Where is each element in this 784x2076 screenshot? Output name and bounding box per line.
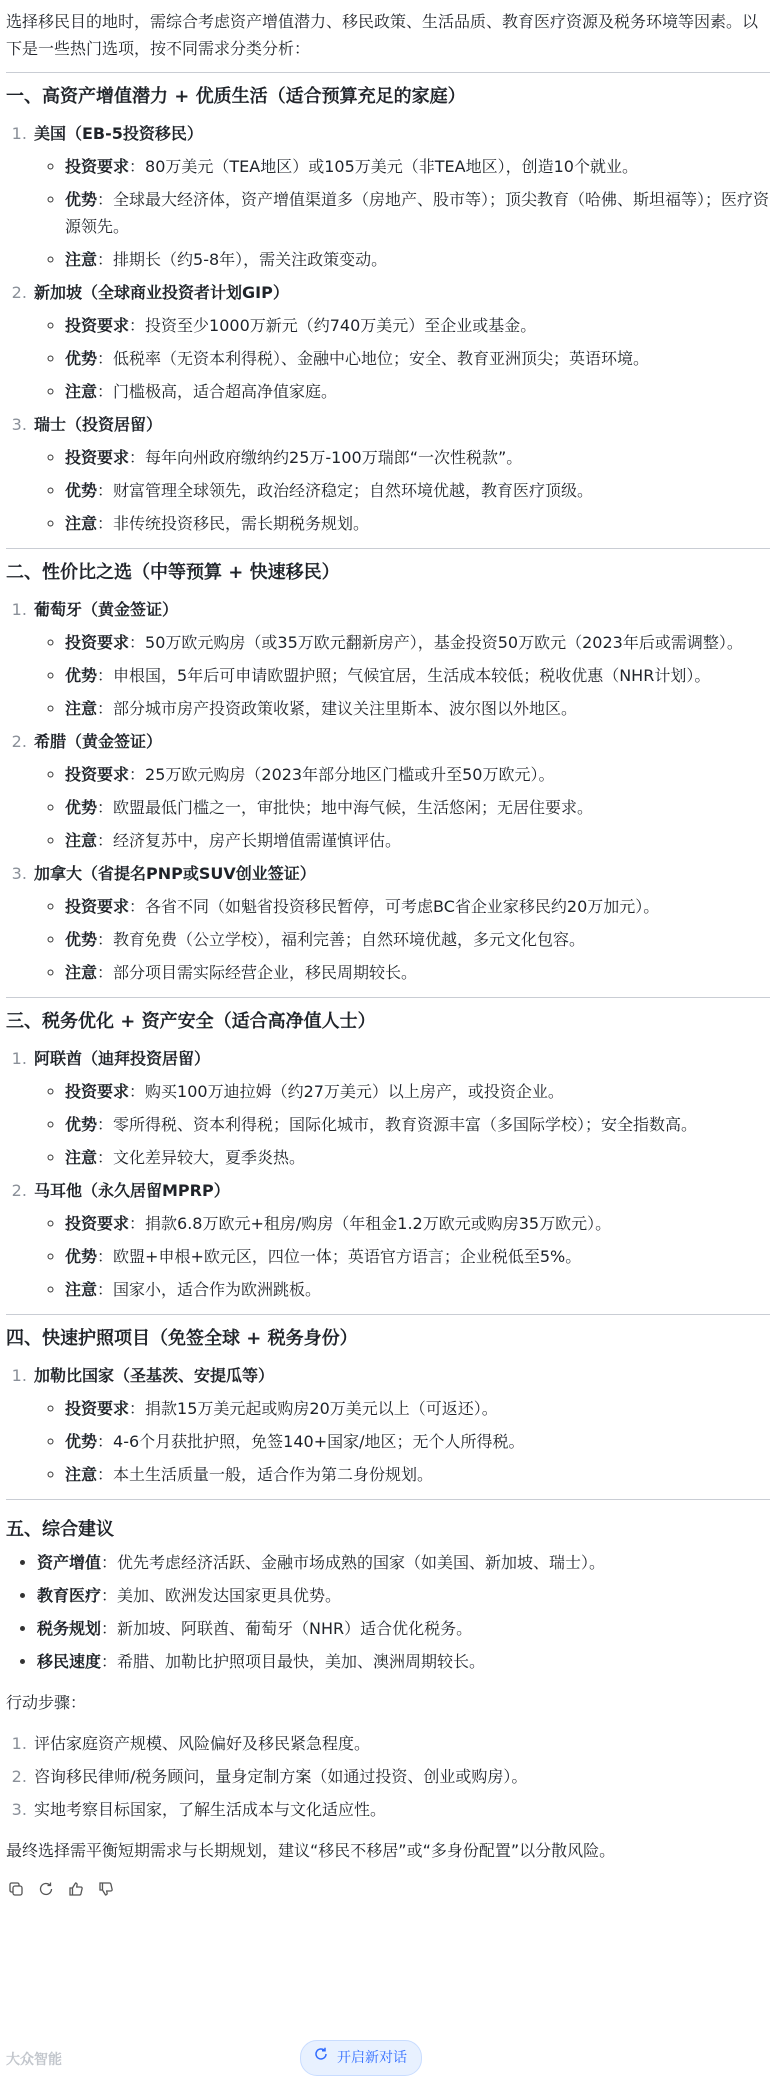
country-item bbox=[32, 857, 770, 989]
detail-colon: ： bbox=[97, 349, 114, 368]
detail-text: 捐款6.8万欧元+租房/购房（年租金1.2万欧元或购房35万欧元）。 bbox=[145, 1214, 612, 1233]
detail-text: 经济复苏中，房产长期增值需谨慎评估。 bbox=[113, 831, 402, 850]
summary-point bbox=[37, 1579, 770, 1612]
detail-label: 注意 bbox=[65, 514, 98, 533]
detail-invest bbox=[65, 890, 770, 923]
country-details bbox=[34, 1207, 770, 1306]
regenerate-icon[interactable] bbox=[38, 1875, 54, 1891]
summary-colon: ： bbox=[101, 1652, 118, 1671]
detail-note bbox=[65, 507, 770, 540]
detail-colon: ： bbox=[97, 250, 114, 269]
detail-colon: ： bbox=[129, 765, 146, 784]
detail-note bbox=[65, 692, 770, 725]
country-title: 美国（EB-5投资移民） bbox=[34, 124, 203, 143]
summary-points bbox=[6, 1546, 770, 1678]
chat-answer bbox=[6, 8, 770, 1891]
detail-label: 优势 bbox=[65, 930, 98, 949]
summary-colon: ： bbox=[101, 1586, 118, 1605]
detail-text: 排期长（约5-8年），需关注政策变动。 bbox=[113, 250, 388, 269]
detail-text: 部分城市房产投资政策收紧，建议关注里斯本、波尔图以外地区。 bbox=[113, 699, 578, 718]
country-title: 马耳他（永久居留MPRP） bbox=[34, 1181, 230, 1200]
new-chat-button[interactable] bbox=[300, 2040, 422, 2076]
summary-text: 优先考虑经济活跃、金融市场成熟的国家（如美国、新加坡、瑞士）。 bbox=[117, 1553, 606, 1572]
detail-label: 注意 bbox=[65, 699, 98, 718]
detail-note bbox=[65, 375, 770, 408]
detail-label: 投资要求 bbox=[65, 448, 130, 467]
detail-note bbox=[65, 824, 770, 857]
country-list bbox=[6, 117, 770, 540]
detail-label: 投资要求 bbox=[65, 897, 130, 916]
detail-text: 本土生活质量一般，适合作为第二身份规划。 bbox=[113, 1465, 434, 1484]
detail-invest bbox=[65, 150, 770, 183]
detail-pros bbox=[65, 474, 770, 507]
new-chat-icon bbox=[313, 2042, 329, 2074]
country-list bbox=[6, 1359, 770, 1491]
detail-colon: ： bbox=[97, 1280, 114, 1299]
thumbs-down-icon[interactable] bbox=[98, 1875, 114, 1891]
detail-label: 投资要求 bbox=[65, 1399, 130, 1418]
step-item: 3. 实地考察目标国家，了解生活成本与文化适应性。 bbox=[32, 1793, 770, 1826]
detail-pros bbox=[65, 923, 770, 956]
country-item bbox=[32, 725, 770, 857]
detail-colon: ： bbox=[129, 1214, 146, 1233]
detail-pros bbox=[65, 791, 770, 824]
detail-text: 部分项目需实际经营企业，移民周期较长。 bbox=[113, 963, 418, 982]
detail-text: 欧盟最低门槛之一，审批快；地中海气候，生活悠闲；无居住要求。 bbox=[113, 798, 594, 817]
country-item bbox=[32, 1174, 770, 1306]
detail-note bbox=[65, 956, 770, 989]
detail-note bbox=[65, 1141, 770, 1174]
country-item bbox=[32, 1042, 770, 1174]
section-heading: 四、快速护照项目（免签全球 + 税务身份） bbox=[6, 1328, 358, 1349]
detail-pros bbox=[65, 1425, 770, 1458]
detail-text: 全球最大经济体，资产增值渠道多（房地产、股市等）；顶尖教育（哈佛、斯坦福等）；医疗资源领先。 bbox=[65, 190, 770, 236]
detail-colon: ： bbox=[97, 481, 114, 500]
detail-text: 低税率（无资本利得税）、金融中心地位；安全、教育亚洲顶尖；英语环境。 bbox=[113, 349, 650, 368]
detail-text: 零所得税、资本利得税；国际化城市，教育资源丰富（多国际学校）；安全指数高。 bbox=[113, 1115, 698, 1134]
detail-colon: ： bbox=[97, 831, 114, 850]
country-details bbox=[34, 890, 770, 989]
section-heading: 一、高资产增值潜力 + 优质生活（适合预算充足的家庭） bbox=[6, 86, 466, 107]
detail-colon: ： bbox=[129, 157, 146, 176]
summary-text: 希腊、加勒比护照项目最快，美加、澳洲周期较长。 bbox=[117, 1652, 486, 1671]
detail-label: 优势 bbox=[65, 1247, 98, 1266]
country-title: 新加坡（全球商业投资者计划GIP） bbox=[34, 283, 289, 302]
country-title: 希腊（黄金签证） bbox=[34, 732, 163, 751]
detail-colon: ： bbox=[129, 448, 146, 467]
country-details bbox=[34, 150, 770, 276]
detail-invest bbox=[65, 309, 770, 342]
summary-label: 资产增值 bbox=[37, 1553, 102, 1572]
detail-colon: ： bbox=[97, 1148, 114, 1167]
country-details bbox=[34, 1075, 770, 1174]
detail-colon: ： bbox=[97, 798, 114, 817]
detail-label: 优势 bbox=[65, 481, 98, 500]
detail-colon: ： bbox=[97, 1465, 114, 1484]
country-item bbox=[32, 408, 770, 540]
detail-label: 投资要求 bbox=[65, 316, 130, 335]
country-item bbox=[32, 593, 770, 725]
detail-pros bbox=[65, 342, 770, 375]
summary-text: 新加坡、阿联酋、葡萄牙（NHR）适合优化税务。 bbox=[117, 1619, 473, 1638]
detail-colon: ： bbox=[129, 897, 146, 916]
detail-label: 注意 bbox=[65, 1280, 98, 1299]
detail-label: 投资要求 bbox=[65, 1082, 130, 1101]
detail-text: 文化差异较大，夏季炎热。 bbox=[113, 1148, 306, 1167]
detail-colon: ： bbox=[97, 963, 114, 982]
summary-label: 教育医疗 bbox=[37, 1586, 102, 1605]
detail-invest bbox=[65, 1075, 770, 1108]
country-title: 瑞士（投资居留） bbox=[34, 415, 163, 434]
detail-label: 优势 bbox=[65, 1115, 98, 1134]
detail-text: 捐款15万美元起或购房20万美元以上（可返还）。 bbox=[145, 1399, 498, 1418]
summary-point bbox=[37, 1645, 770, 1678]
detail-text: 申根国，5年后可申请欧盟护照；气候宜居，生活成本较低；税收优惠（NHR计划）。 bbox=[113, 666, 711, 685]
detail-label: 优势 bbox=[65, 1432, 98, 1451]
watermark: 大众智能 bbox=[6, 2052, 62, 2068]
detail-label: 优势 bbox=[65, 798, 98, 817]
summary-point bbox=[37, 1612, 770, 1645]
detail-pros bbox=[65, 659, 770, 692]
detail-colon: ： bbox=[97, 1432, 114, 1451]
detail-invest bbox=[65, 441, 770, 474]
detail-text: 财富管理全球领先，政治经济稳定；自然环境优越，教育医疗顶级。 bbox=[113, 481, 594, 500]
country-details bbox=[34, 309, 770, 408]
copy-icon[interactable] bbox=[8, 1875, 24, 1891]
detail-label: 注意 bbox=[65, 1465, 98, 1484]
detail-pros bbox=[65, 1108, 770, 1141]
action-steps bbox=[6, 1727, 770, 1826]
detail-note bbox=[65, 1273, 770, 1306]
detail-note bbox=[65, 243, 770, 276]
message-actions bbox=[6, 1875, 770, 1891]
detail-label: 注意 bbox=[65, 831, 98, 850]
detail-colon: ： bbox=[97, 699, 114, 718]
detail-text: 投资至少1000万新元（约740万美元）至企业或基金。 bbox=[145, 316, 537, 335]
summary-point bbox=[37, 1546, 770, 1579]
detail-invest bbox=[65, 1207, 770, 1240]
detail-label: 优势 bbox=[65, 190, 98, 209]
detail-colon: ： bbox=[97, 666, 114, 685]
detail-text: 每年向州政府缴纳约25万-100万瑞郎“一次性税款”。 bbox=[145, 448, 523, 467]
detail-invest bbox=[65, 758, 770, 791]
detail-label: 投资要求 bbox=[65, 633, 130, 652]
detail-label: 投资要求 bbox=[65, 765, 130, 784]
detail-text: 国家小，适合作为欧洲跳板。 bbox=[113, 1280, 322, 1299]
summary-heading: 五、综合建议 bbox=[6, 1519, 114, 1540]
detail-note bbox=[65, 1458, 770, 1491]
detail-invest bbox=[65, 626, 770, 659]
detail-colon: ： bbox=[97, 930, 114, 949]
summary-text: 美加、欧洲发达国家更具优势。 bbox=[117, 1586, 342, 1605]
detail-text: 各省不同（如魁省投资移民暂停，可考虑BC省企业家移民约20万加元）。 bbox=[145, 897, 660, 916]
country-list bbox=[6, 1042, 770, 1306]
detail-text: 80万美元（TEA地区）或105万美元（非TEA地区），创造10个就业。 bbox=[145, 157, 638, 176]
country-item bbox=[32, 1359, 770, 1491]
detail-colon: ： bbox=[97, 1115, 114, 1134]
detail-text: 非传统投资移民，需长期税务规划。 bbox=[113, 514, 370, 533]
country-title: 加拿大（省提名PNP或SUV创业签证） bbox=[34, 864, 316, 883]
detail-pros bbox=[65, 183, 770, 243]
detail-text: 25万欧元购房（2023年部分地区门槛或升至50万欧元）。 bbox=[145, 765, 555, 784]
detail-label: 投资要求 bbox=[65, 157, 130, 176]
detail-text: 购买100万迪拉姆（约27万美元）以上房产，或投资企业。 bbox=[145, 1082, 564, 1101]
new-chat-label: 开启新对话 bbox=[337, 2050, 407, 2066]
country-details bbox=[34, 441, 770, 540]
thumbs-up-icon[interactable] bbox=[68, 1875, 84, 1891]
country-details bbox=[34, 1392, 770, 1491]
intro-text: 选择移民目的地时，需综合考虑资产增值潜力、移民政策、生活品质、教育医疗资源及税务环境等因素。以下是一些热门选项，按不同需求分类分析： bbox=[6, 12, 759, 58]
detail-colon: ： bbox=[129, 1399, 146, 1418]
detail-label: 投资要求 bbox=[65, 1214, 130, 1233]
country-title: 加勒比国家（圣基茨、安提瓜等） bbox=[34, 1366, 275, 1385]
section-heading: 二、性价比之选（中等预算 + 快速移民） bbox=[6, 562, 340, 583]
detail-colon: ： bbox=[97, 382, 114, 401]
country-title: 葡萄牙（黄金签证） bbox=[34, 600, 179, 619]
detail-colon: ： bbox=[97, 1247, 114, 1266]
detail-colon: ： bbox=[129, 1082, 146, 1101]
summary-colon: ： bbox=[101, 1619, 118, 1638]
country-details bbox=[34, 758, 770, 857]
country-list bbox=[6, 593, 770, 989]
detail-colon: ： bbox=[97, 514, 114, 533]
country-item bbox=[32, 276, 770, 408]
detail-label: 优势 bbox=[65, 349, 98, 368]
detail-text: 50万欧元购房（或35万欧元翻新房产），基金投资50万欧元（2023年后或需调整）。 bbox=[145, 633, 743, 652]
detail-label: 注意 bbox=[65, 1148, 98, 1167]
closing-text: 最终选择需平衡短期需求与长期规划，建议“移民不移居”或“多身份配置”以分散风险。 bbox=[6, 1841, 616, 1860]
detail-colon: ： bbox=[129, 633, 146, 652]
section-heading: 三、税务优化 + 资产安全（适合高净值人士） bbox=[6, 1011, 376, 1032]
detail-text: 门槛极高，适合超高净值家庭。 bbox=[113, 382, 338, 401]
summary-label: 税务规划 bbox=[37, 1619, 102, 1638]
detail-colon: ： bbox=[97, 190, 114, 209]
detail-pros bbox=[65, 1240, 770, 1273]
country-title: 阿联酋（迪拜投资居留） bbox=[34, 1049, 211, 1068]
detail-text: 欧盟+申根+欧元区，四位一体；英语官方语言；企业税低至5%。 bbox=[113, 1247, 582, 1266]
country-item bbox=[32, 117, 770, 276]
detail-label: 注意 bbox=[65, 963, 98, 982]
detail-colon: ： bbox=[129, 316, 146, 335]
sections bbox=[6, 72, 770, 1508]
detail-label: 优势 bbox=[65, 666, 98, 685]
step-item: 1. 评估家庭资产规模、风险偏好及移民紧急程度。 bbox=[32, 1727, 770, 1760]
detail-label: 注意 bbox=[65, 382, 98, 401]
detail-text: 教育免费（公立学校），福利完善；自然环境优越，多元文化包容。 bbox=[113, 930, 586, 949]
detail-invest bbox=[65, 1392, 770, 1425]
country-details bbox=[34, 626, 770, 725]
detail-label: 注意 bbox=[65, 250, 98, 269]
steps-heading: 行动步骤： bbox=[6, 1693, 87, 1712]
detail-text: 4-6个月获批护照，免签140+国家/地区；无个人所得税。 bbox=[113, 1432, 525, 1451]
summary-colon: ： bbox=[101, 1553, 118, 1572]
summary-label: 移民速度 bbox=[37, 1652, 102, 1671]
step-item: 2. 咨询移民律师/税务顾问，量身定制方案（如通过投资、创业或购房）。 bbox=[32, 1760, 770, 1793]
